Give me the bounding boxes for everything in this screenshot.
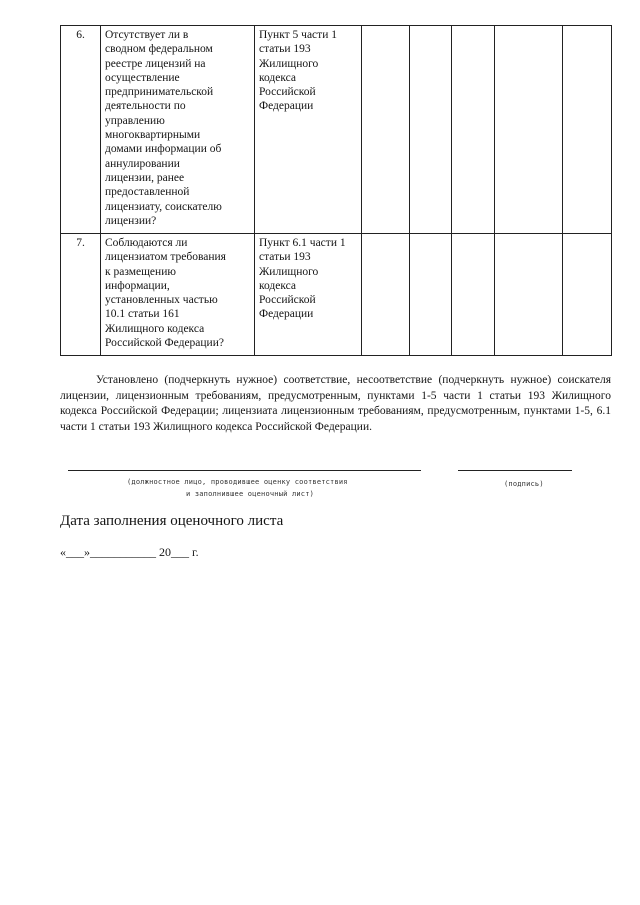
official-signature-line <box>68 470 421 471</box>
signature-caption: (подпись) <box>504 480 544 488</box>
official-caption-line1: (должностное лицо, проводившее оценку соответствия <box>127 478 348 486</box>
empty-cell <box>563 234 612 356</box>
empty-cell <box>563 26 612 234</box>
empty-cell <box>410 26 452 234</box>
empty-cell <box>452 26 495 234</box>
signature-line <box>458 470 572 471</box>
table-row <box>61 26 612 234</box>
evaluation-table <box>60 25 612 356</box>
empty-cell <box>495 234 563 356</box>
legal-basis-cell: Пункт 5 части 1 статьи 193 Жилищного кодекса Российской Федерации <box>255 26 362 234</box>
date-field: «___»___________ 20___ г. <box>60 545 199 559</box>
empty-cell <box>410 234 452 356</box>
row-number: 6. <box>61 26 101 234</box>
question-cell: Соблюдаются ли лицензиатом требования к размещению информации, установленных частью 10.1 статьи 161 Жилищного кодекса Российской Федерации? <box>101 234 255 356</box>
date-heading: Дата заполнения оценочного листа <box>60 513 284 529</box>
row-number: 7. <box>61 234 101 356</box>
empty-cell <box>452 234 495 356</box>
empty-cell <box>362 234 410 356</box>
empty-cell <box>495 26 563 234</box>
question-cell: Отсутствует ли в сводном федеральном реестре лицензий на осуществление предпринимательской деятельности по управлению многоквартирными домами информации об аннулировании лицензии, ранее предоставленной лицензиату, соискателю лицензии? <box>101 26 255 234</box>
legal-basis-cell: Пункт 6.1 части 1 статьи 193 Жилищного кодекса Российской Федерации <box>255 234 362 356</box>
empty-cell <box>362 26 410 234</box>
official-caption-line2: и заполнившее оценочный лист) <box>186 490 315 498</box>
conclusion-paragraph: Установлено (подчеркнуть нужное) соответствие, несоответствие (подчеркнуть нужное) соискателя лицензии, лицензионным требованиям, предусмотренным, пунктами 1-5 части 1 статьи 193 Жилищного кодекса Российской Федерации; лицензиата лицензионным требованиям, предусмотренным, пунктами 1-5, 6.1 части 1 статьи 193 Жилищного кодекса Российской Федерации. <box>60 374 611 433</box>
table-row <box>61 234 612 356</box>
